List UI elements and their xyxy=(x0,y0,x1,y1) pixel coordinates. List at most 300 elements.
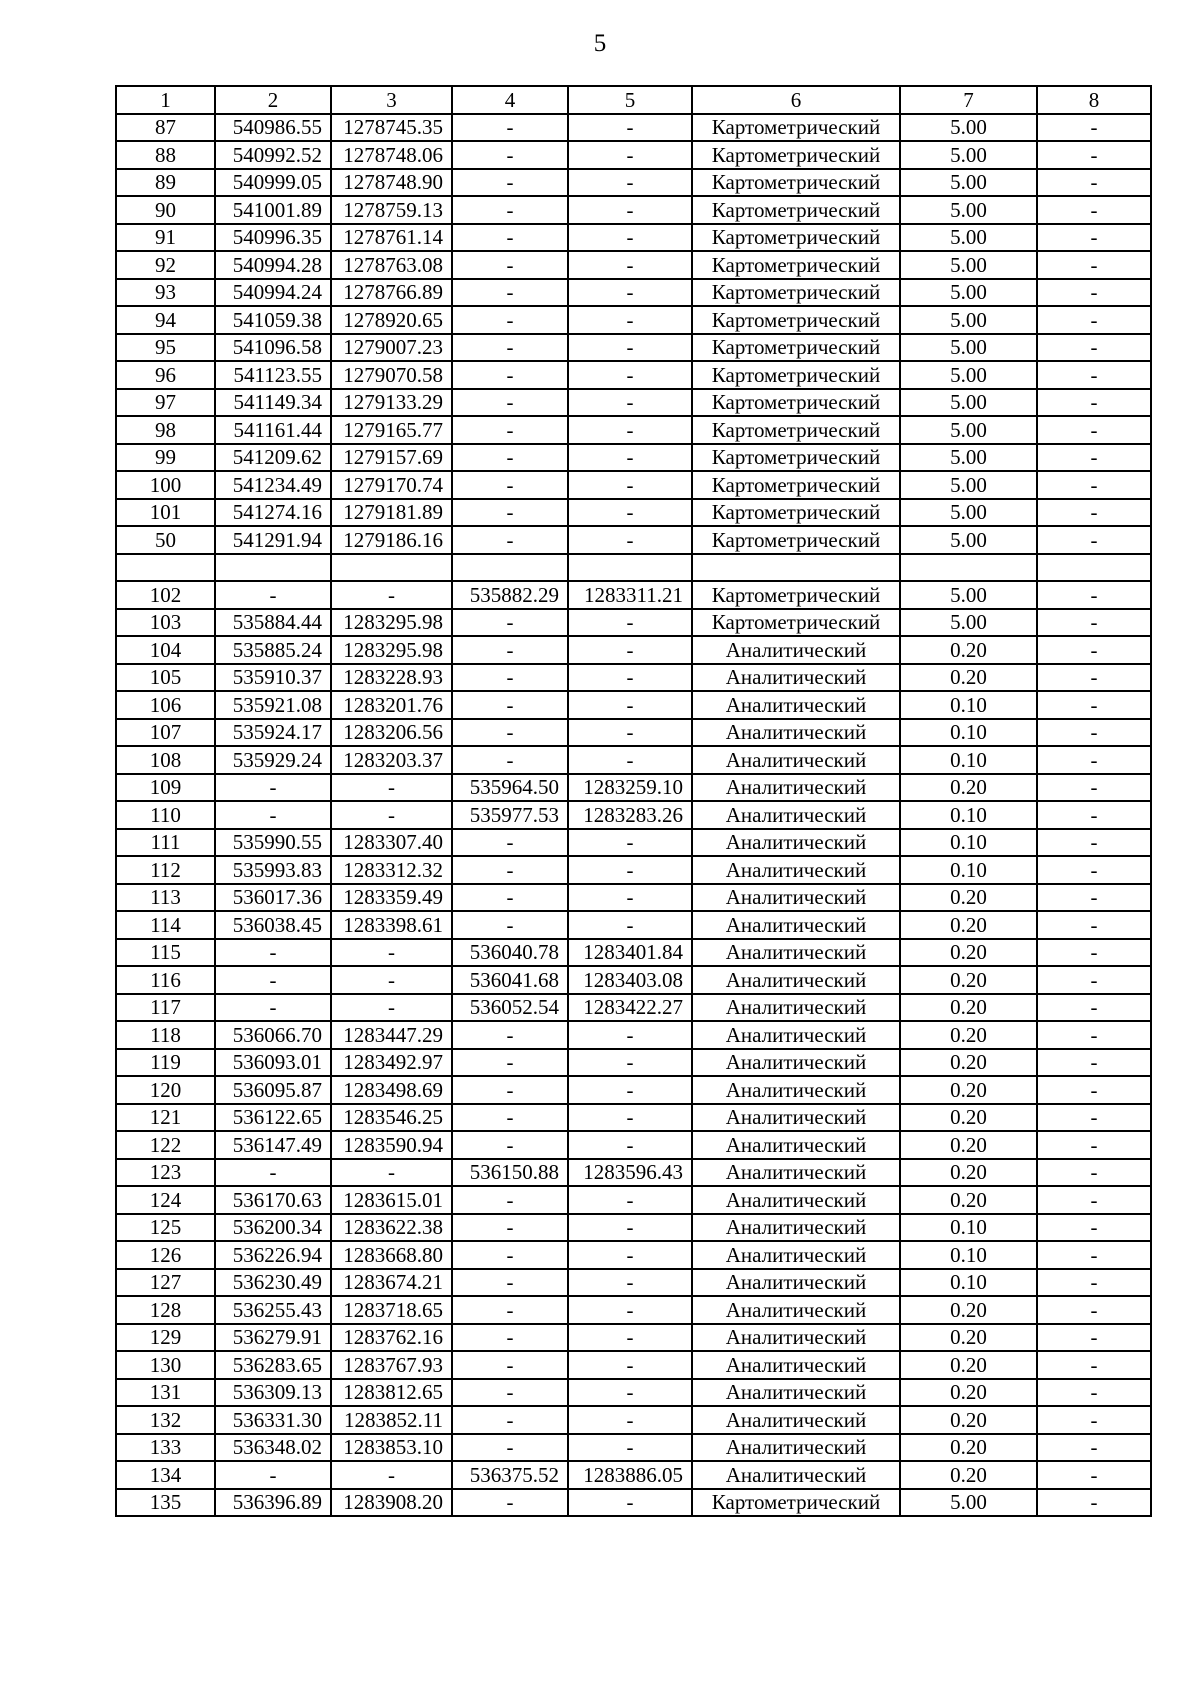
table-cell: - xyxy=(1037,1406,1151,1434)
table-cell: 116 xyxy=(116,966,215,994)
table-cell: - xyxy=(452,1186,568,1214)
table-cell: - xyxy=(215,774,331,802)
table-cell: - xyxy=(568,306,692,334)
table-cell: - xyxy=(568,1131,692,1159)
table-cell: 536396.89 xyxy=(215,1489,331,1517)
table-cell: - xyxy=(331,1159,452,1187)
table-cell: - xyxy=(452,279,568,307)
table-cell: 130 xyxy=(116,1351,215,1379)
table-cell: 1283447.29 xyxy=(331,1021,452,1049)
table-row xyxy=(116,196,1151,224)
table-cell: Аналитический xyxy=(692,911,900,939)
table-cell: - xyxy=(452,746,568,774)
table-row xyxy=(116,554,1151,582)
table-cell: - xyxy=(568,279,692,307)
table-cell: - xyxy=(568,1434,692,1462)
table-cell: 107 xyxy=(116,719,215,747)
table-cell: 535964.50 xyxy=(452,774,568,802)
table-cell: 541274.16 xyxy=(215,499,331,527)
table-cell: - xyxy=(452,691,568,719)
table-cell: 536348.02 xyxy=(215,1434,331,1462)
table-cell: - xyxy=(452,361,568,389)
table-cell: 0.10 xyxy=(900,1241,1037,1269)
table-cell: 94 xyxy=(116,306,215,334)
table-cell: 536150.88 xyxy=(452,1159,568,1187)
table-cell xyxy=(116,554,215,582)
table-cell: - xyxy=(1037,361,1151,389)
table-cell: 93 xyxy=(116,279,215,307)
table-cell: - xyxy=(331,801,452,829)
table-cell: - xyxy=(331,774,452,802)
table-row xyxy=(116,306,1151,334)
table-cell: - xyxy=(1037,1104,1151,1132)
table-cell: Аналитический xyxy=(692,829,900,857)
table-cell: - xyxy=(1037,1296,1151,1324)
table-cell: - xyxy=(452,1296,568,1324)
table-cell: 97 xyxy=(116,389,215,417)
table-cell: - xyxy=(568,1406,692,1434)
table-cell: Аналитический xyxy=(692,1434,900,1462)
table-cell: - xyxy=(452,1049,568,1077)
table-cell: 540996.35 xyxy=(215,224,331,252)
table-cell: - xyxy=(1037,939,1151,967)
table-cell: 5.00 xyxy=(900,224,1037,252)
table-row xyxy=(116,581,1151,609)
column-header: 1 xyxy=(116,86,215,114)
table-cell: 0.20 xyxy=(900,1104,1037,1132)
table-cell: 0.20 xyxy=(900,1021,1037,1049)
table-cell: - xyxy=(568,251,692,279)
table-cell: 1283674.21 xyxy=(331,1269,452,1297)
table-cell: - xyxy=(1037,636,1151,664)
table-cell: 536040.78 xyxy=(452,939,568,967)
table-cell: 1283853.10 xyxy=(331,1434,452,1462)
table-cell: 536309.13 xyxy=(215,1379,331,1407)
table-cell: 1283590.94 xyxy=(331,1131,452,1159)
table-cell: Аналитический xyxy=(692,1351,900,1379)
table-cell: - xyxy=(568,416,692,444)
table-cell: 541291.94 xyxy=(215,526,331,554)
table-cell: 1283228.93 xyxy=(331,664,452,692)
table-cell: - xyxy=(568,526,692,554)
table-cell: - xyxy=(568,1324,692,1352)
table-cell: - xyxy=(1037,1021,1151,1049)
table-cell: 124 xyxy=(116,1186,215,1214)
table-cell: Аналитический xyxy=(692,994,900,1022)
table-row xyxy=(116,1186,1151,1214)
table-cell: 1278761.14 xyxy=(331,224,452,252)
column-header: 2 xyxy=(215,86,331,114)
table-cell: - xyxy=(1037,911,1151,939)
table-cell: 1278745.35 xyxy=(331,114,452,142)
table-cell: 536095.87 xyxy=(215,1076,331,1104)
table-row xyxy=(116,1489,1151,1517)
table-cell: 541161.44 xyxy=(215,416,331,444)
table-cell: - xyxy=(1037,1269,1151,1297)
table-cell: 135 xyxy=(116,1489,215,1517)
table-cell: - xyxy=(452,1489,568,1517)
table-cell: - xyxy=(568,499,692,527)
column-header: 7 xyxy=(900,86,1037,114)
table-cell: 100 xyxy=(116,471,215,499)
table-cell: - xyxy=(568,196,692,224)
table-cell: 536066.70 xyxy=(215,1021,331,1049)
table-cell: - xyxy=(331,994,452,1022)
table-cell: Картометрический xyxy=(692,499,900,527)
table-cell: 536279.91 xyxy=(215,1324,331,1352)
table-cell: Картометрический xyxy=(692,141,900,169)
table-cell: 108 xyxy=(116,746,215,774)
table-cell: Аналитический xyxy=(692,1269,900,1297)
table-cell: 1283203.37 xyxy=(331,746,452,774)
table-cell: - xyxy=(568,746,692,774)
table-cell: 5.00 xyxy=(900,334,1037,362)
header-row xyxy=(116,86,1151,114)
table-cell: - xyxy=(568,1021,692,1049)
table-cell: - xyxy=(1037,746,1151,774)
table-cell: 0.10 xyxy=(900,746,1037,774)
table-cell: - xyxy=(1037,471,1151,499)
table-cell: 5.00 xyxy=(900,499,1037,527)
table-cell: - xyxy=(568,1214,692,1242)
table-cell: - xyxy=(568,1269,692,1297)
table-cell: Аналитический xyxy=(692,1379,900,1407)
table-cell: 0.20 xyxy=(900,1296,1037,1324)
table-cell: Аналитический xyxy=(692,1104,900,1132)
table-cell: 1283546.25 xyxy=(331,1104,452,1132)
table-cell: - xyxy=(1037,1049,1151,1077)
table-cell: 1283295.98 xyxy=(331,609,452,637)
table-cell: 1283498.69 xyxy=(331,1076,452,1104)
table-cell: 5.00 xyxy=(900,114,1037,142)
table-cell: - xyxy=(1037,389,1151,417)
table-cell: 536230.49 xyxy=(215,1269,331,1297)
table-cell: 1283398.61 xyxy=(331,911,452,939)
table-cell: - xyxy=(452,169,568,197)
table-cell: 535990.55 xyxy=(215,829,331,857)
table-cell: 1283283.26 xyxy=(568,801,692,829)
table-cell: 123 xyxy=(116,1159,215,1187)
table-cell xyxy=(900,554,1037,582)
table-cell: Картометрический xyxy=(692,334,900,362)
table-cell: - xyxy=(452,526,568,554)
table-cell: Аналитический xyxy=(692,1296,900,1324)
table-cell: - xyxy=(452,1104,568,1132)
table-cell: - xyxy=(1037,1214,1151,1242)
table-cell: - xyxy=(452,334,568,362)
table-cell: 541209.62 xyxy=(215,444,331,472)
table-cell: - xyxy=(1037,141,1151,169)
table-cell: - xyxy=(1037,994,1151,1022)
table-row xyxy=(116,1269,1151,1297)
table-header xyxy=(116,86,1151,114)
table-cell: 1279007.23 xyxy=(331,334,452,362)
table-cell: Картометрический xyxy=(692,471,900,499)
table-cell: Аналитический xyxy=(692,966,900,994)
table-cell: - xyxy=(1037,856,1151,884)
table-cell: Аналитический xyxy=(692,1021,900,1049)
table-cell: 5.00 xyxy=(900,444,1037,472)
table-row xyxy=(116,1351,1151,1379)
table-row xyxy=(116,1076,1151,1104)
table-cell: - xyxy=(568,1296,692,1324)
table-cell: 92 xyxy=(116,251,215,279)
table-cell: 129 xyxy=(116,1324,215,1352)
table-cell: Аналитический xyxy=(692,719,900,747)
table-cell: 99 xyxy=(116,444,215,472)
table-row xyxy=(116,1406,1151,1434)
table-cell: - xyxy=(1037,526,1151,554)
table-cell: Аналитический xyxy=(692,774,900,802)
table-cell: - xyxy=(215,966,331,994)
table-cell: Аналитический xyxy=(692,801,900,829)
table-cell: Аналитический xyxy=(692,1159,900,1187)
table-cell: 0.20 xyxy=(900,1324,1037,1352)
table-cell: - xyxy=(452,1351,568,1379)
table-cell: 98 xyxy=(116,416,215,444)
table-cell: 1283852.11 xyxy=(331,1406,452,1434)
table-cell: Аналитический xyxy=(692,1076,900,1104)
table-cell: - xyxy=(452,636,568,664)
table-cell: 104 xyxy=(116,636,215,664)
table-cell xyxy=(331,554,452,582)
table-cell: 540986.55 xyxy=(215,114,331,142)
table-cell: 114 xyxy=(116,911,215,939)
table-row xyxy=(116,526,1151,554)
table-row xyxy=(116,1379,1151,1407)
table-row xyxy=(116,1296,1151,1324)
table-cell: Аналитический xyxy=(692,1461,900,1489)
table-cell: - xyxy=(1037,114,1151,142)
table-cell: - xyxy=(1037,1434,1151,1462)
table-cell: - xyxy=(1037,691,1151,719)
table-cell: 5.00 xyxy=(900,526,1037,554)
table-cell: Аналитический xyxy=(692,1214,900,1242)
table-cell: 105 xyxy=(116,664,215,692)
table-cell: - xyxy=(1037,251,1151,279)
table-cell: 535929.24 xyxy=(215,746,331,774)
table-cell: 0.20 xyxy=(900,1379,1037,1407)
table-cell: 1283767.93 xyxy=(331,1351,452,1379)
table-cell: - xyxy=(568,141,692,169)
table-cell: 5.00 xyxy=(900,141,1037,169)
table-cell: 1283812.65 xyxy=(331,1379,452,1407)
table-row xyxy=(116,334,1151,362)
table-row xyxy=(116,664,1151,692)
table-cell: - xyxy=(1037,334,1151,362)
table-cell: 110 xyxy=(116,801,215,829)
table-body xyxy=(116,114,1151,1517)
table-cell: 0.20 xyxy=(900,1406,1037,1434)
table-row xyxy=(116,911,1151,939)
table-cell: 1279170.74 xyxy=(331,471,452,499)
table-row xyxy=(116,884,1151,912)
table-cell: Картометрический xyxy=(692,169,900,197)
table-cell: 0.20 xyxy=(900,994,1037,1022)
table-cell: - xyxy=(452,1324,568,1352)
table-cell: 5.00 xyxy=(900,306,1037,334)
table-cell: 535882.29 xyxy=(452,581,568,609)
table-cell xyxy=(215,554,331,582)
table-cell: 1278748.06 xyxy=(331,141,452,169)
table-cell: Аналитический xyxy=(692,691,900,719)
table-cell: - xyxy=(568,911,692,939)
table-row xyxy=(116,1021,1151,1049)
table-cell: Картометрический xyxy=(692,1489,900,1517)
table-cell: - xyxy=(452,1379,568,1407)
table-cell: - xyxy=(1037,416,1151,444)
table-cell: 1278759.13 xyxy=(331,196,452,224)
table-cell: 118 xyxy=(116,1021,215,1049)
table-cell: - xyxy=(1037,884,1151,912)
table-cell: 1283762.16 xyxy=(331,1324,452,1352)
table-cell: - xyxy=(568,1351,692,1379)
table-cell: 0.20 xyxy=(900,1131,1037,1159)
table-cell: 1283718.65 xyxy=(331,1296,452,1324)
coordinates-table xyxy=(115,85,1152,1517)
table-cell: - xyxy=(331,966,452,994)
table-cell: - xyxy=(452,911,568,939)
table-cell: - xyxy=(452,884,568,912)
table-cell: 1278920.65 xyxy=(331,306,452,334)
table-cell: 1283403.08 xyxy=(568,966,692,994)
table-cell: 103 xyxy=(116,609,215,637)
table-cell: - xyxy=(452,306,568,334)
table-cell: - xyxy=(568,1186,692,1214)
table-cell: 0.20 xyxy=(900,636,1037,664)
table-cell: - xyxy=(215,939,331,967)
table-cell xyxy=(692,554,900,582)
table-cell: 0.20 xyxy=(900,1159,1037,1187)
table-cell: - xyxy=(1037,279,1151,307)
table-cell: 131 xyxy=(116,1379,215,1407)
table-cell: 5.00 xyxy=(900,609,1037,637)
table-cell: 535921.08 xyxy=(215,691,331,719)
table-cell: 536093.01 xyxy=(215,1049,331,1077)
table-cell: - xyxy=(1037,664,1151,692)
table-cell: - xyxy=(452,196,568,224)
table-cell: 541123.55 xyxy=(215,361,331,389)
table-cell: - xyxy=(568,1489,692,1517)
table-cell: Картометрический xyxy=(692,526,900,554)
table-cell: 536331.30 xyxy=(215,1406,331,1434)
table-cell: - xyxy=(1037,801,1151,829)
table-cell: 1279133.29 xyxy=(331,389,452,417)
table-cell xyxy=(452,554,568,582)
table-cell: 536255.43 xyxy=(215,1296,331,1324)
table-cell: Картометрический xyxy=(692,251,900,279)
table-cell: 540999.05 xyxy=(215,169,331,197)
table-cell: 5.00 xyxy=(900,169,1037,197)
table-cell: 122 xyxy=(116,1131,215,1159)
table-cell: - xyxy=(1037,306,1151,334)
table-cell: - xyxy=(452,416,568,444)
column-header: 3 xyxy=(331,86,452,114)
table-cell: 91 xyxy=(116,224,215,252)
table-cell: Картометрический xyxy=(692,114,900,142)
table-row xyxy=(116,279,1151,307)
table-cell: - xyxy=(331,939,452,967)
table-cell: 1279165.77 xyxy=(331,416,452,444)
column-header: 5 xyxy=(568,86,692,114)
table-cell: - xyxy=(1037,966,1151,994)
table-cell: 0.20 xyxy=(900,1434,1037,1462)
table-cell: 1283886.05 xyxy=(568,1461,692,1489)
table-row xyxy=(116,691,1151,719)
table-cell: - xyxy=(452,1241,568,1269)
table-cell: 109 xyxy=(116,774,215,802)
table-cell: 5.00 xyxy=(900,1489,1037,1517)
column-header: 4 xyxy=(452,86,568,114)
table-cell: 1283422.27 xyxy=(568,994,692,1022)
table-cell: 89 xyxy=(116,169,215,197)
table-cell: - xyxy=(452,609,568,637)
table-cell: 132 xyxy=(116,1406,215,1434)
table-cell: 541234.49 xyxy=(215,471,331,499)
table-cell: - xyxy=(1037,1351,1151,1379)
table-cell: 0.20 xyxy=(900,1049,1037,1077)
table-cell: 535977.53 xyxy=(452,801,568,829)
table-cell: - xyxy=(452,1214,568,1242)
table-cell: 1279070.58 xyxy=(331,361,452,389)
table-row xyxy=(116,416,1151,444)
table-cell: 50 xyxy=(116,526,215,554)
table-cell: - xyxy=(568,664,692,692)
table-cell: Картометрический xyxy=(692,609,900,637)
table-cell: 120 xyxy=(116,1076,215,1104)
table-cell: 133 xyxy=(116,1434,215,1462)
table-cell xyxy=(568,554,692,582)
table-cell: 121 xyxy=(116,1104,215,1132)
table-cell: - xyxy=(568,224,692,252)
table-row xyxy=(116,856,1151,884)
table-cell: 536375.52 xyxy=(452,1461,568,1489)
table-cell: - xyxy=(452,829,568,857)
table-cell: 1283492.97 xyxy=(331,1049,452,1077)
table-row xyxy=(116,746,1151,774)
table-row xyxy=(116,444,1151,472)
table-cell: - xyxy=(568,636,692,664)
table-cell: - xyxy=(568,169,692,197)
table-cell: 0.20 xyxy=(900,1461,1037,1489)
table-cell: - xyxy=(1037,1324,1151,1352)
table-cell: 5.00 xyxy=(900,416,1037,444)
table-cell: - xyxy=(1037,444,1151,472)
table-cell: Аналитический xyxy=(692,1241,900,1269)
table-cell: 0.10 xyxy=(900,1214,1037,1242)
table-cell: 1283401.84 xyxy=(568,939,692,967)
table-cell: 536017.36 xyxy=(215,884,331,912)
table-cell: Аналитический xyxy=(692,1406,900,1434)
table-cell: - xyxy=(568,691,692,719)
table-row xyxy=(116,224,1151,252)
table-cell: Картометрический xyxy=(692,389,900,417)
table-cell: 1278766.89 xyxy=(331,279,452,307)
table-cell: - xyxy=(568,389,692,417)
table-cell: 0.20 xyxy=(900,774,1037,802)
table-row xyxy=(116,1104,1151,1132)
table-cell: 1283668.80 xyxy=(331,1241,452,1269)
table-row xyxy=(116,169,1151,197)
table-cell: 541096.58 xyxy=(215,334,331,362)
table-row xyxy=(116,361,1151,389)
table-row xyxy=(116,1241,1151,1269)
table-cell: - xyxy=(215,581,331,609)
table-cell: 0.20 xyxy=(900,966,1037,994)
table-cell: 540994.24 xyxy=(215,279,331,307)
table-cell: 113 xyxy=(116,884,215,912)
table-row xyxy=(116,829,1151,857)
